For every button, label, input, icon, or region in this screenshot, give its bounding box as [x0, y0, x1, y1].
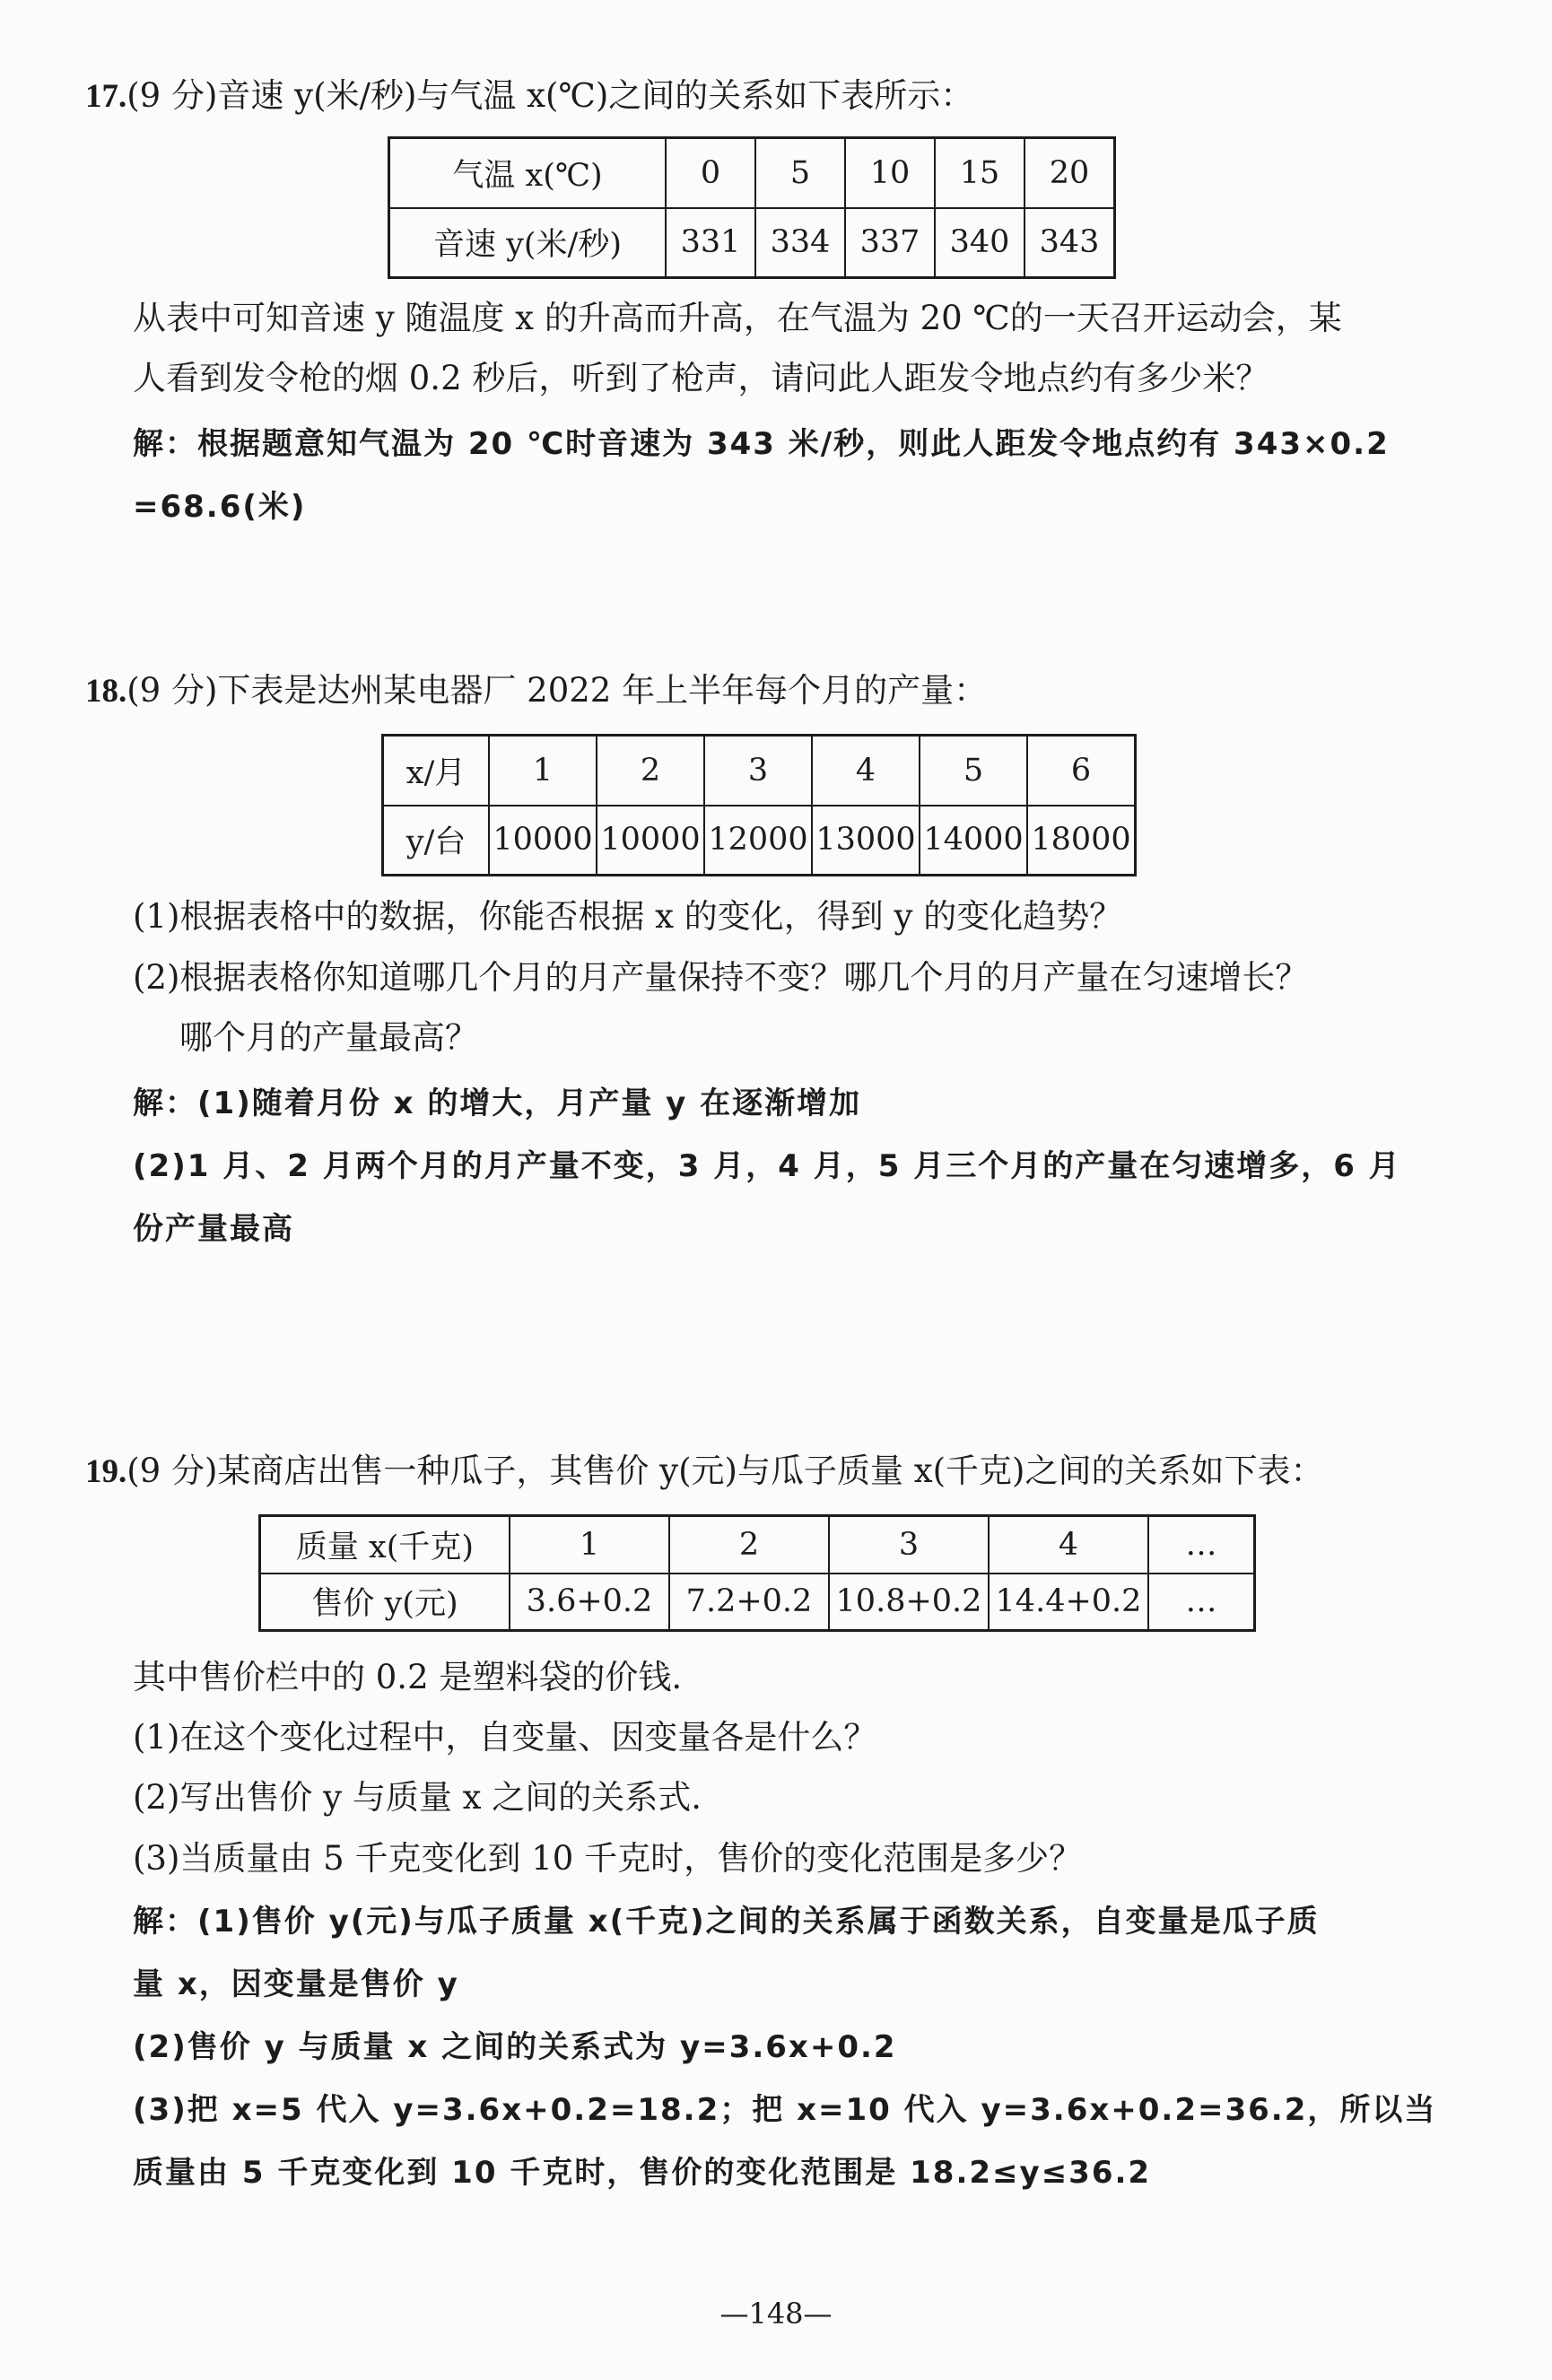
table-cell: 3: [704, 736, 812, 806]
price-table: [258, 1514, 1256, 1632]
problem-19-answer: (3)把 x=5 代入 y=3.6x+0.2=18.2；把 x=10 代入 y=3.6x+0.2=36.2，所以当: [133, 2092, 1437, 2128]
problem-19-answer: 量 x，因变量是售价 y: [133, 1966, 459, 2002]
table-cell: 13000: [812, 806, 920, 876]
table-cell: 7.2+0.2: [669, 1574, 829, 1631]
table-cell: 337: [845, 208, 935, 278]
problem-number: 17.: [85, 78, 127, 115]
problem-18-answer: 份产量最高: [133, 1211, 294, 1247]
problem-17-text: 从表中可知音速 y 随温度 x 的升高而升高，在气温为 20 ℃的一天召开运动会，某: [133, 299, 1342, 337]
table-cell: 15: [935, 138, 1024, 208]
table-cell: 14000: [920, 806, 1027, 876]
table-row: [389, 138, 1115, 208]
table-header-cell: 售价 y(元): [260, 1574, 510, 1631]
table-cell: 2: [669, 1516, 829, 1574]
problem-17-stem: [85, 76, 973, 117]
table-cell: 10000: [489, 806, 597, 876]
table-cell: 0: [666, 138, 755, 208]
table-cell: 10000: [597, 806, 704, 876]
table-cell: 12000: [704, 806, 812, 876]
table-cell: 20: [1024, 138, 1115, 208]
problem-17-text: 人看到发令枪的烟 0.2 秒后，听到了枪声，请问此人距发令地点约有多少米？: [133, 359, 1269, 397]
problem-19-question-3: (3)当质量由 5 千克变化到 10 千克时，售价的变化范围是多少？: [133, 1839, 1083, 1878]
table-header-cell: 音速 y(米/秒): [389, 208, 667, 278]
sound-speed-table: [388, 136, 1116, 279]
problem-18-question-1: (1)根据表格中的数据，你能否根据 x 的变化，得到 y 的变化趋势？: [133, 897, 1123, 936]
table-cell: 10.8+0.2: [829, 1574, 989, 1631]
problem-19-note: 其中售价栏中的 0.2 是塑料袋的价钱.: [133, 1658, 683, 1696]
table-cell: 334: [755, 208, 845, 278]
problem-17-answer: =68.6(米): [133, 489, 307, 525]
problem-19-question-1: (1)在这个变化过程中，自变量、因变量各是什么？: [133, 1718, 877, 1757]
table-cell: 343: [1024, 208, 1115, 278]
problem-stem-text: (9 分)音速 y(米/秒)与气温 x(℃)之间的关系如下表所示：: [126, 76, 974, 115]
problem-number: 18.: [85, 673, 127, 710]
problem-17-answer: 解：根据题意知气温为 20 ℃时音速为 343 米/秒，则此人距发令地点约有 343×0.2: [133, 426, 1390, 462]
table-cell: 1: [489, 736, 597, 806]
table-header-cell: y/台: [383, 806, 490, 876]
table-cell: 3.6+0.2: [510, 1574, 669, 1631]
table-cell: 2: [597, 736, 704, 806]
table-cell: 5: [920, 736, 1027, 806]
problem-19-stem: [85, 1452, 1323, 1492]
table-row: [389, 208, 1115, 278]
table-cell: 6: [1027, 736, 1136, 806]
table-row: [383, 736, 1136, 806]
table-cell: 5: [755, 138, 845, 208]
problem-stem-text: (9 分)某商店出售一种瓜子，其售价 y(元)与瓜子质量 x(千克)之间的关系如下表：: [126, 1452, 1324, 1490]
problem-19-answer: 解：(1)售价 y(元)与瓜子质量 x(千克)之间的关系属于函数关系，自变量是瓜子质: [133, 1904, 1320, 1940]
table-row: [260, 1574, 1255, 1631]
problem-18-answer: 解：(1)随着月份 x 的增大，月产量 y 在逐渐增加: [133, 1085, 862, 1121]
table-cell: …: [1148, 1516, 1255, 1574]
problem-19-answer: (2)售价 y 与质量 x 之间的关系式为 y=3.6x+0.2: [133, 2029, 897, 2065]
table-header-cell: x/月: [383, 736, 490, 806]
table-cell: 14.4+0.2: [989, 1574, 1148, 1631]
production-table: [381, 734, 1137, 876]
table-header-cell: 质量 x(千克): [260, 1516, 510, 1574]
table-cell: 4: [812, 736, 920, 806]
table-header-cell: 气温 x(℃): [389, 138, 667, 208]
table-row: [383, 806, 1136, 876]
table-cell: 3: [829, 1516, 989, 1574]
table-cell: 4: [989, 1516, 1148, 1574]
problem-number: 19.: [85, 1453, 127, 1490]
table-row: [260, 1516, 1255, 1574]
table-cell: 1: [510, 1516, 669, 1574]
table-cell: 18000: [1027, 806, 1136, 876]
table-cell: 340: [935, 208, 1024, 278]
problem-18-question-2: (2)根据表格你知道哪几个月的月产量保持不变？哪几个月的月产量在匀速增长？: [133, 958, 1309, 997]
table-cell: 331: [666, 208, 755, 278]
table-cell: …: [1148, 1574, 1255, 1631]
problem-18-question-2: 哪个月的产量最高？: [179, 1018, 478, 1057]
page-number: —148—: [719, 2297, 833, 2331]
problem-18-answer: (2)1 月、2 月两个月的月产量不变，3 月，4 月，5 月三个月的产量在匀速增多，6 月: [133, 1148, 1401, 1184]
problem-19-question-2: (2)写出售价 y 与质量 x 之间的关系式.: [133, 1778, 702, 1817]
problem-18-stem: [85, 671, 987, 711]
table-cell: 10: [845, 138, 935, 208]
problem-19-answer: 质量由 5 千克变化到 10 千克时，售价的变化范围是 18.2≤y≤36.2: [133, 2155, 1152, 2191]
problem-stem-text: (9 分)下表是达州某电器厂 2022 年上半年每个月的产量：: [126, 671, 988, 710]
